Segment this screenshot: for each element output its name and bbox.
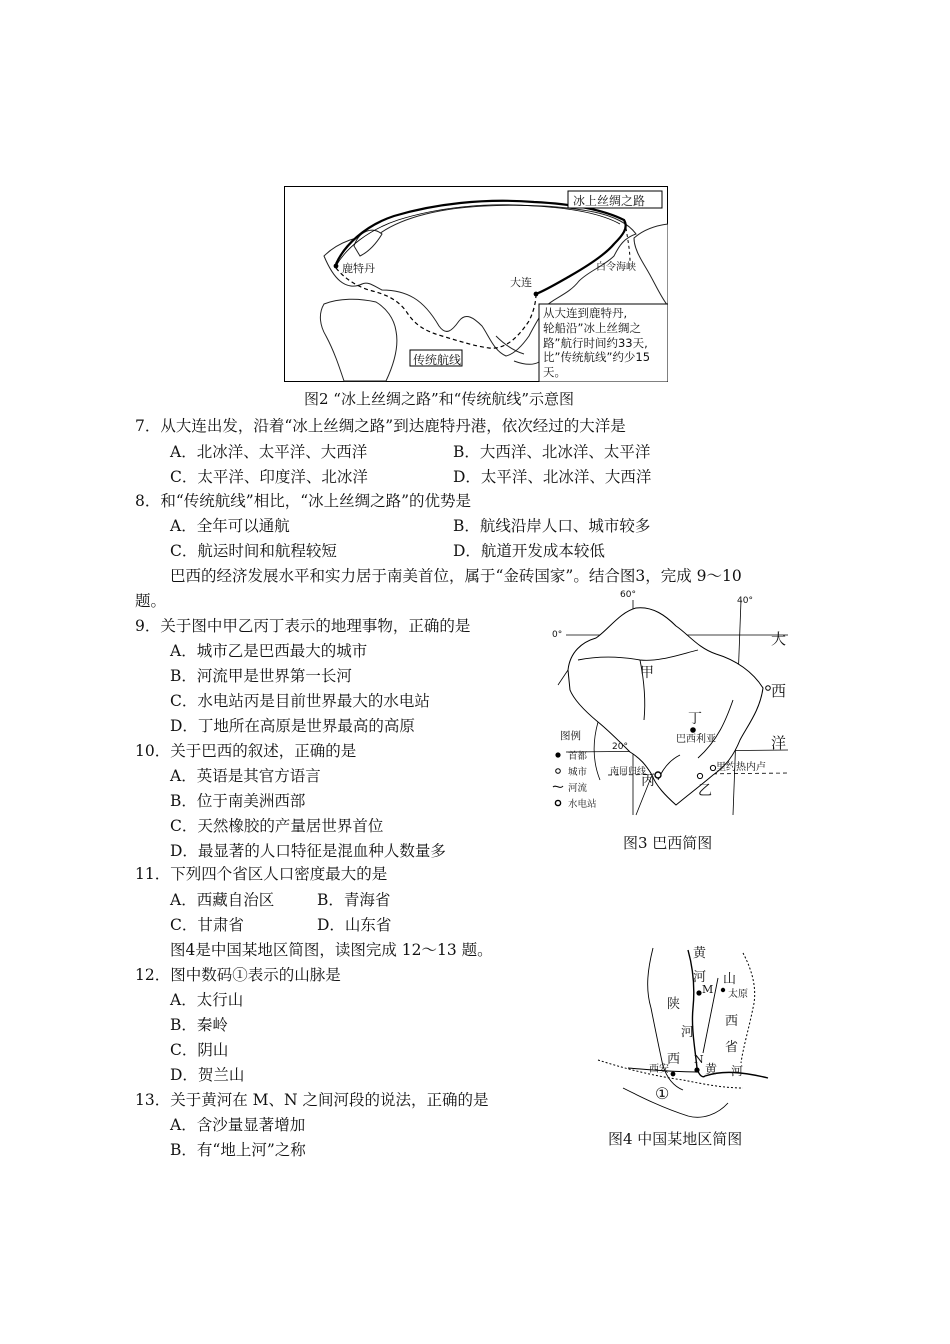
label-shaan-1: 陕	[667, 997, 681, 1012]
label-shan-2: 西	[725, 1014, 739, 1029]
label-tropic: 南回归线	[610, 767, 647, 777]
legend-title: 图例	[560, 730, 581, 742]
rotterdam-point	[334, 264, 339, 269]
q11-stem: 11．下列四个省区人口密度最大的是	[135, 865, 388, 883]
q8-option-d: D．航道开发成本较低	[453, 542, 605, 560]
label-lon-40: 40°	[737, 596, 753, 606]
figure-4-caption: 图4 中国某地区简图	[608, 1130, 743, 1148]
q7-option-d: D．太平洋、北冰洋、大西洋	[453, 468, 652, 486]
bing-hydro-point	[655, 772, 661, 778]
q10-option-c: C．天然橡胶的产量居世界首位	[170, 817, 384, 835]
label-n: N	[694, 1053, 704, 1066]
q8-option-c: C．航运时间和航程较短	[170, 542, 337, 560]
q12-option-c: C．阴山	[170, 1041, 229, 1059]
figure-2-map	[284, 186, 668, 382]
q10-stem: 10．关于巴西的叙述，正确的是	[135, 742, 357, 760]
label-bering-strait: 白令海峡	[596, 262, 636, 273]
label-huang-top: 黄	[693, 946, 707, 961]
label-he-mid: 河	[681, 1025, 695, 1040]
label-rotterdam: 鹿特丹	[342, 262, 375, 275]
q9-option-d: D．丁地所在高原是世界最高的高原	[170, 717, 415, 735]
label-lat-0: 0°	[552, 630, 563, 640]
q7-option-a: A．北冰洋、太平洋、大西洋	[170, 443, 368, 461]
q8-option-b: B．航线沿岸人口、城市较多	[453, 517, 651, 535]
q11-option-c: C．甘肃省	[170, 916, 244, 934]
route-note: 从大连到鹿特丹, 轮船沿”冰上丝绸之 路”航行时间约33天, 比”传统航线”约少15 天。	[543, 306, 651, 380]
q12-option-d: D．贺兰山	[170, 1066, 245, 1084]
n-point	[694, 1067, 699, 1072]
figure-2-caption: 图2 “冰上丝绸之路”和“传统航线”示意图	[304, 390, 574, 408]
label-brasilia: 巴西利亚	[676, 734, 716, 745]
figure-3-brazil-map	[548, 590, 798, 820]
q9-option-b: B．河流甲是世界第一长河	[170, 667, 352, 685]
q13-option-b: B．有“地上河”之称	[170, 1141, 306, 1159]
dalian-point	[534, 292, 539, 297]
label-lon-60: 60°	[620, 590, 636, 600]
label-huang-east: 黄	[705, 1062, 718, 1076]
q7-stem: 7．从大连出发，沿着“冰上丝绸之路”到达鹿特丹港，依次经过的大洋是	[135, 417, 626, 435]
q10-option-d: D．最显著的人口特征是混血种人数量多	[170, 842, 446, 860]
q8-stem: 8．和“传统航线”相比，“冰上丝绸之路”的优势是	[135, 492, 472, 510]
label-ice-silk-road: 冰上丝绸之路	[573, 194, 646, 208]
label-traditional-route: 传统航线	[413, 353, 462, 367]
label-mountain-1: ①	[655, 1084, 670, 1103]
label-he-top: 河	[693, 970, 707, 985]
q7-option-b: B．大西洋、北冰洋、太平洋	[453, 443, 651, 461]
label-dalian: 大连	[510, 276, 532, 289]
label-m: M	[702, 983, 714, 996]
q9-option-a: A．城市乙是巴西最大的城市	[170, 642, 368, 660]
q8-option-a: A．全年可以通航	[170, 517, 290, 535]
label-jia: 甲	[640, 665, 654, 681]
q13-stem: 13．关于黄河在 M、N 之间河段的说法，正确的是	[135, 1091, 489, 1109]
q12-stem: 12．图中数码①表示的山脉是	[135, 966, 341, 984]
legend-capital: 首都	[568, 751, 588, 762]
q13-option-a: A．含沙量显著增加	[170, 1116, 306, 1134]
label-he-east: 河	[731, 1064, 744, 1078]
label-shaan-2: 西	[667, 1052, 681, 1067]
rio-point	[710, 765, 715, 770]
legend-hydropower: 水电站	[568, 799, 597, 810]
q11-option-a: A．西藏自治区	[170, 891, 275, 909]
label-xian: 西安	[649, 1064, 669, 1075]
q11-option-b: B．青海省	[317, 891, 391, 909]
m-point	[696, 990, 701, 995]
label-bing: 丙	[641, 773, 655, 789]
brazil-intro-line1: 巴西的经济发展水平和实力居于南美首位，属于“金砖国家”。结合图3，完成 9～10	[170, 567, 742, 585]
brazil-intro-line2: 题。	[135, 592, 167, 610]
legend-city: 城市	[568, 767, 588, 778]
q9-stem: 9．关于图中甲乙丙丁表示的地理事物，正确的是	[135, 617, 471, 635]
q10-option-a: A．英语是其官方语言	[170, 767, 321, 785]
q12-option-a: A．太行山	[170, 991, 244, 1009]
fig4-intro: 图4是中国某地区简图，读图完成 12～13 题。	[170, 941, 493, 959]
label-taiyuan: 太原	[728, 989, 748, 1000]
figure-3-caption: 图3 巴西简图	[623, 834, 713, 852]
label-shan-3: 省	[725, 1040, 739, 1055]
label-atlantic-3: 洋	[771, 734, 787, 752]
city-point-ne	[766, 686, 771, 691]
label-ding: 丁	[688, 711, 702, 727]
q11-option-d: D．山东省	[317, 916, 392, 934]
label-lat-20: 20°	[612, 742, 628, 752]
taiyuan-point	[721, 988, 725, 992]
q9-option-c: C．水电站丙是目前世界最大的水电站	[170, 692, 430, 710]
xian-point	[671, 1072, 676, 1077]
q7-option-c: C．太平洋、印度洋、北冰洋	[170, 468, 368, 486]
label-rio: 里约热内卢	[716, 762, 766, 773]
label-atlantic-1: 大	[771, 630, 787, 648]
q12-option-b: B．秦岭	[170, 1016, 228, 1034]
yi-city-point	[697, 773, 702, 778]
figure-4-china-map	[593, 938, 778, 1123]
label-shan-1: 山	[723, 972, 737, 987]
q10-option-b: B．位于南美洲西部	[170, 792, 306, 810]
label-atlantic-2: 西	[771, 682, 787, 700]
label-yi: 乙	[698, 783, 712, 799]
legend-river: 河流	[568, 783, 588, 794]
